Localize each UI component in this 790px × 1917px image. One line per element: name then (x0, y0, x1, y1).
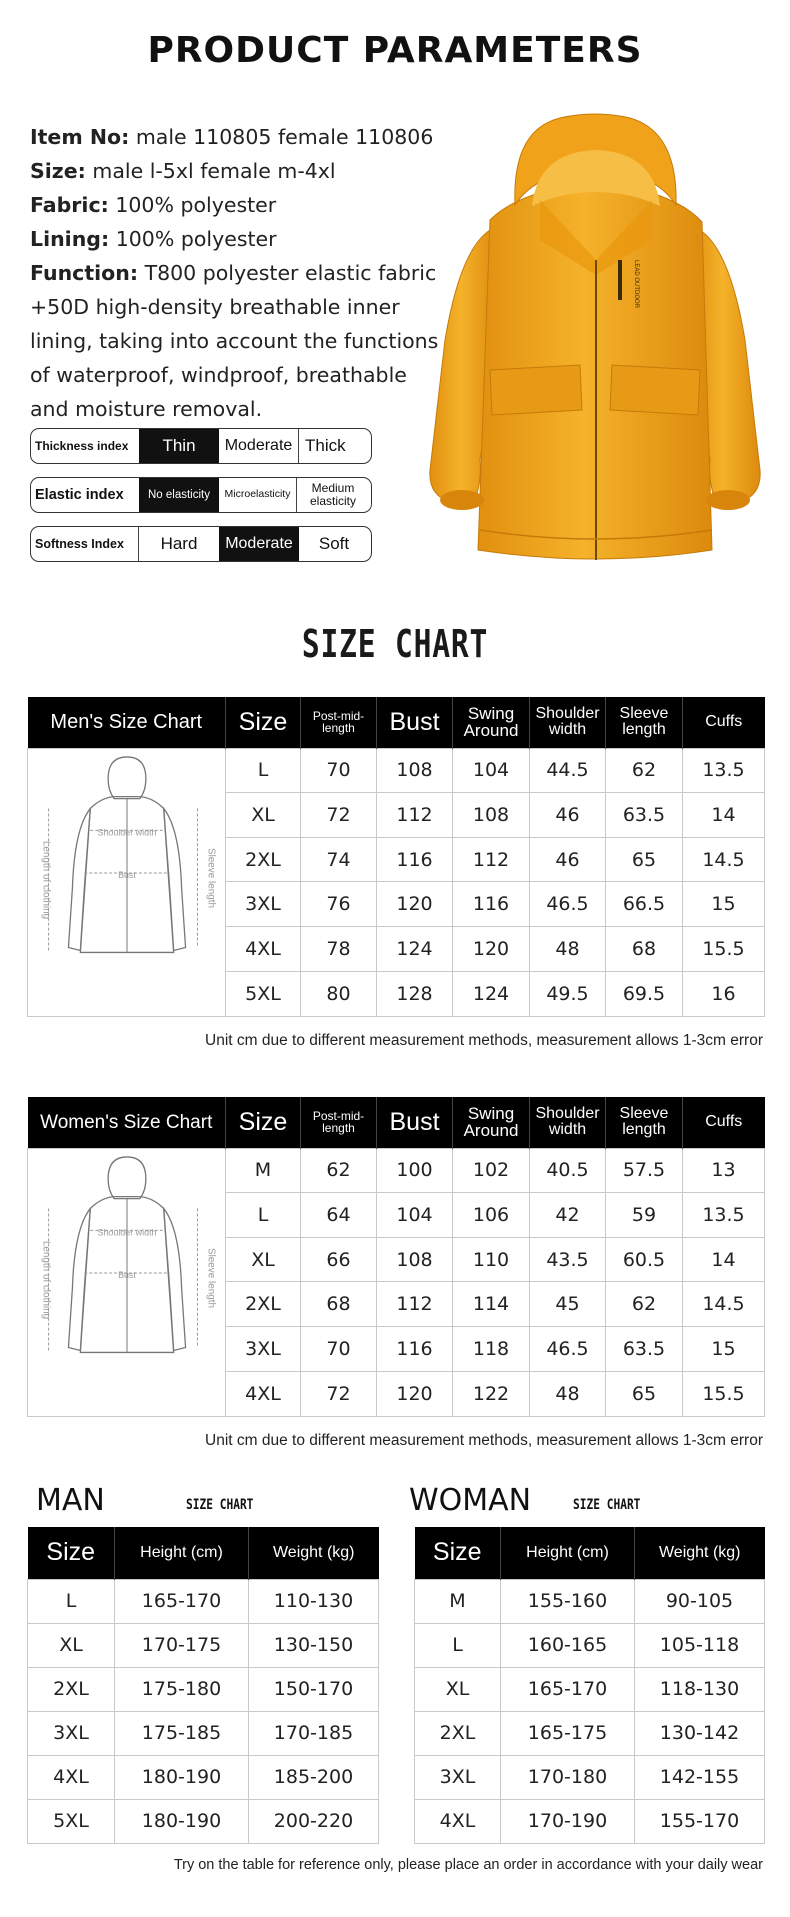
col-sleeve-length: Sleeve length (606, 697, 683, 748)
table-cell: 57.5 (606, 1148, 683, 1193)
table-cell: 72 (301, 793, 377, 838)
page-title: PRODUCT PARAMETERS (147, 30, 643, 71)
table-cell: 118-130 (635, 1667, 765, 1711)
table-cell: 170-190 (501, 1799, 635, 1843)
elastic-index (30, 477, 372, 513)
table-cell: 142-155 (635, 1755, 765, 1799)
col-size: Size (226, 697, 301, 748)
man-guide-subtitle: SIZE CHART (186, 1497, 254, 1513)
table-cell: 3XL (415, 1755, 501, 1799)
men-size-table (27, 697, 765, 1017)
table-cell: 43.5 (530, 1237, 606, 1282)
table-cell: 14.5 (683, 837, 765, 882)
table-cell: 2XL (28, 1667, 115, 1711)
col-shoulder-width: Shoulder width (530, 697, 606, 748)
hood-outline (108, 756, 146, 798)
men-table-header (28, 697, 765, 748)
table-cell: 90-105 (635, 1579, 765, 1623)
col-size: Size (415, 1527, 501, 1579)
table-cell: 70 (301, 1327, 377, 1372)
man-guide-table (27, 1527, 379, 1844)
table-cell: 165-170 (501, 1667, 635, 1711)
bust-label: Bust (118, 1269, 136, 1280)
col-sleeve-length: Sleeve length (606, 1097, 683, 1148)
women-size-table (27, 1097, 765, 1417)
col-post-mid-length: Post-mid-length (301, 697, 377, 748)
table-row (28, 1579, 379, 1623)
man-guide-header (28, 1527, 379, 1579)
table-cell: 46.5 (530, 882, 606, 927)
men-table-note: Unit cm due to different measurement methods, measurement allows 1-3cm error (205, 1032, 763, 1049)
table-cell: 180-190 (115, 1799, 249, 1843)
param-function: Function: T800 polyester elastic fabric +50D high-density breathable inner lining, taking into account the functions of waterproof, windproof, breathable and moisture removal. (30, 261, 439, 421)
softness-option-hard: Hard (160, 534, 198, 554)
table-cell: 106 (453, 1193, 530, 1238)
table-cell: M (415, 1579, 501, 1623)
table-cell: 62 (606, 748, 683, 793)
table-cell: 72 (301, 1371, 377, 1416)
table-cell: 13.5 (683, 1193, 765, 1238)
table-cell: 124 (377, 927, 453, 972)
table-row (28, 1799, 379, 1843)
men-table-title: Men's Size Chart (28, 697, 226, 748)
table-cell: 69.5 (606, 971, 683, 1016)
table-cell: 120 (377, 882, 453, 927)
shoulder-width-label: Shoulder width (97, 1226, 157, 1237)
table-cell: 68 (606, 927, 683, 972)
table-cell: 15 (683, 1327, 765, 1372)
table-cell: 14 (683, 793, 765, 838)
table-cell: 104 (453, 748, 530, 793)
col-shoulder-width: Shoulder width (530, 1097, 606, 1148)
table-cell: 59 (606, 1193, 683, 1238)
table-cell: 76 (301, 882, 377, 927)
col-height: Height (cm) (501, 1527, 635, 1579)
table-cell: 44.5 (530, 748, 606, 793)
table-cell: 175-180 (115, 1667, 249, 1711)
table-cell: 105-118 (635, 1623, 765, 1667)
table-cell: 15 (683, 882, 765, 927)
hood-outline (108, 1156, 146, 1198)
table-cell: 122 (453, 1371, 530, 1416)
softness-option-soft: Soft (318, 534, 350, 554)
table-cell: L (226, 1193, 301, 1238)
table-cell: 13.5 (683, 748, 765, 793)
table-cell: 160-165 (501, 1623, 635, 1667)
table-cell: 116 (377, 837, 453, 882)
table-cell: 116 (377, 1327, 453, 1372)
table-cell: 110 (453, 1237, 530, 1282)
table-cell: 108 (377, 1237, 453, 1282)
col-height: Height (cm) (115, 1527, 249, 1579)
table-cell: 4XL (415, 1799, 501, 1843)
table-cell: 5XL (226, 971, 301, 1016)
table-row (415, 1623, 765, 1667)
thickness-option-moderate: Moderate (219, 429, 299, 463)
man-guide-title: MAN (36, 1483, 105, 1518)
table-cell: 112 (377, 1282, 453, 1327)
table-cell: 150-170 (249, 1667, 379, 1711)
col-size: Size (28, 1527, 115, 1579)
param-item-no: Item No: male 110805 female 110806 (30, 125, 434, 149)
table-cell: 155-160 (501, 1579, 635, 1623)
table-cell: 65 (606, 1371, 683, 1416)
softness-option-moderate: Moderate (219, 527, 299, 561)
table-cell: 74 (301, 837, 377, 882)
table-row (28, 748, 765, 793)
table-cell: 63.5 (606, 1327, 683, 1372)
right-sleeve-outline (164, 808, 186, 950)
table-cell: 4XL (226, 1371, 301, 1416)
table-row (415, 1579, 765, 1623)
bust-label: Bust (118, 869, 136, 880)
right-sleeve-outline (164, 1208, 186, 1350)
table-cell: 49.5 (530, 971, 606, 1016)
table-cell: XL (226, 793, 301, 838)
table-row (415, 1755, 765, 1799)
table-cell: 110-130 (249, 1579, 379, 1623)
table-cell: 2XL (226, 837, 301, 882)
shoulder-width-label: Shoulder width (97, 826, 157, 837)
thickness-index (30, 428, 372, 464)
sleeve-length-label: Sleeve length (205, 1247, 217, 1308)
table-cell: 155-170 (635, 1799, 765, 1843)
table-cell: 102 (453, 1148, 530, 1193)
table-cell: L (226, 748, 301, 793)
table-row (28, 1148, 765, 1193)
col-cuffs: Cuffs (683, 1097, 765, 1148)
jacket-measurement-diagram (28, 1149, 226, 1411)
table-row (415, 1799, 765, 1843)
table-cell: 5XL (28, 1799, 115, 1843)
softness-index (30, 526, 372, 562)
thickness-option-thick: Thick (305, 436, 346, 456)
jacket-measurement-diagram (28, 749, 226, 1011)
param-size: Size: male l-5xl female m-4xl (30, 159, 336, 183)
col-bust: Bust (377, 1097, 453, 1148)
table-cell: 165-170 (115, 1579, 249, 1623)
table-row (415, 1711, 765, 1755)
table-cell: 13 (683, 1148, 765, 1193)
woman-guide-header (415, 1527, 765, 1579)
table-cell: 130-142 (635, 1711, 765, 1755)
table-cell: 130-150 (249, 1623, 379, 1667)
table-cell: 62 (301, 1148, 377, 1193)
table-cell: 68 (301, 1282, 377, 1327)
table-cell: 170-180 (501, 1755, 635, 1799)
table-cell: 15.5 (683, 927, 765, 972)
woman-guide-title: WOMAN (409, 1483, 532, 1518)
col-weight: Weight (kg) (249, 1527, 379, 1579)
param-lining: Lining: 100% polyester (30, 227, 277, 251)
table-row (28, 1623, 379, 1667)
table-cell: 170-185 (249, 1711, 379, 1755)
param-fabric: Fabric: 100% polyester (30, 193, 277, 217)
table-cell: 15.5 (683, 1371, 765, 1416)
table-cell: L (415, 1623, 501, 1667)
table-cell: 48 (530, 1371, 606, 1416)
table-cell: XL (415, 1667, 501, 1711)
length-of-clothing-label: Length of clothing (40, 840, 52, 919)
table-cell: 118 (453, 1327, 530, 1372)
table-cell: 180-190 (115, 1755, 249, 1799)
table-cell: 108 (453, 793, 530, 838)
col-post-mid-length: Post-mid-length (301, 1097, 377, 1148)
col-swing-around: Swing Around (453, 1097, 530, 1148)
table-cell: 40.5 (530, 1148, 606, 1193)
table-cell: 4XL (226, 927, 301, 972)
woman-guide-table (414, 1527, 765, 1844)
table-cell: L (28, 1579, 115, 1623)
table-row (28, 1667, 379, 1711)
elastic-option-micro: Microelasticity (219, 478, 297, 512)
table-cell: 80 (301, 971, 377, 1016)
table-cell: XL (28, 1623, 115, 1667)
table-cell: 116 (453, 882, 530, 927)
table-cell: 128 (377, 971, 453, 1016)
table-cell: 4XL (28, 1755, 115, 1799)
col-weight: Weight (kg) (635, 1527, 765, 1579)
table-cell: 104 (377, 1193, 453, 1238)
women-table-note: Unit cm due to different measurement methods, measurement allows 1-3cm error (205, 1432, 763, 1449)
table-row (28, 1711, 379, 1755)
woman-guide-subtitle: SIZE CHART (573, 1497, 641, 1513)
table-cell: 14.5 (683, 1282, 765, 1327)
softness-index-label: Softness Index (31, 527, 139, 561)
table-cell: 14 (683, 1237, 765, 1282)
table-cell: 3XL (226, 1327, 301, 1372)
table-row (28, 1755, 379, 1799)
left-sleeve-outline (68, 1208, 90, 1350)
table-cell: 60.5 (606, 1237, 683, 1282)
col-bust: Bust (377, 697, 453, 748)
table-cell: 185-200 (249, 1755, 379, 1799)
table-cell: 200-220 (249, 1799, 379, 1843)
col-cuffs: Cuffs (683, 697, 765, 748)
table-cell: 120 (377, 1371, 453, 1416)
table-cell: 65 (606, 837, 683, 882)
table-cell: M (226, 1148, 301, 1193)
elastic-option-medium: Medium elasticity (309, 481, 356, 508)
table-cell: 3XL (28, 1711, 115, 1755)
table-cell: 46 (530, 793, 606, 838)
table-cell: 2XL (226, 1282, 301, 1327)
table-cell: 175-185 (115, 1711, 249, 1755)
table-cell: 120 (453, 927, 530, 972)
women-table-title: Women's Size Chart (28, 1097, 226, 1148)
elastic-index-label: Elastic index (35, 487, 124, 503)
table-cell: 62 (606, 1282, 683, 1327)
table-cell: XL (226, 1237, 301, 1282)
men-measurement-figure (28, 748, 226, 1016)
table-cell: 108 (377, 748, 453, 793)
length-of-clothing-label: Length of clothing (40, 1240, 52, 1319)
left-sleeve-outline (68, 808, 90, 950)
size-chart-title: SIZE CHART (301, 622, 489, 666)
table-cell: 3XL (226, 882, 301, 927)
thickness-index-label: Thickness index (35, 439, 129, 453)
table-cell: 2XL (415, 1711, 501, 1755)
elastic-option-none: No elasticity (139, 478, 219, 512)
table-cell: 46.5 (530, 1327, 606, 1372)
table-cell: 42 (530, 1193, 606, 1238)
table-cell: 170-175 (115, 1623, 249, 1667)
footer-note: Try on the table for reference only, please place an order in accordance with your daily wear (173, 1857, 763, 1873)
table-cell: 16 (683, 971, 765, 1016)
table-cell: 78 (301, 927, 377, 972)
table-cell: 48 (530, 927, 606, 972)
thickness-option-thin: Thin (139, 429, 219, 463)
table-cell: 46 (530, 837, 606, 882)
table-cell: 63.5 (606, 793, 683, 838)
table-cell: 112 (377, 793, 453, 838)
table-cell: 114 (453, 1282, 530, 1327)
col-size: Size (226, 1097, 301, 1148)
table-cell: 66 (301, 1237, 377, 1282)
table-cell: 124 (453, 971, 530, 1016)
table-cell: 66.5 (606, 882, 683, 927)
table-cell: 100 (377, 1148, 453, 1193)
women-measurement-figure (28, 1148, 226, 1416)
product-parameters (30, 120, 440, 426)
table-cell: 45 (530, 1282, 606, 1327)
jacket-logo-text: LEAD OUTDOOR (633, 260, 639, 309)
table-cell: 112 (453, 837, 530, 882)
table-cell: 165-175 (501, 1711, 635, 1755)
yellow-jacket-image (420, 110, 770, 570)
col-swing-around: Swing Around (453, 697, 530, 748)
sleeve-length-label: Sleeve length (205, 847, 217, 908)
women-table-header (28, 1097, 765, 1148)
table-cell: 64 (301, 1193, 377, 1238)
table-row (415, 1667, 765, 1711)
table-cell: 70 (301, 748, 377, 793)
